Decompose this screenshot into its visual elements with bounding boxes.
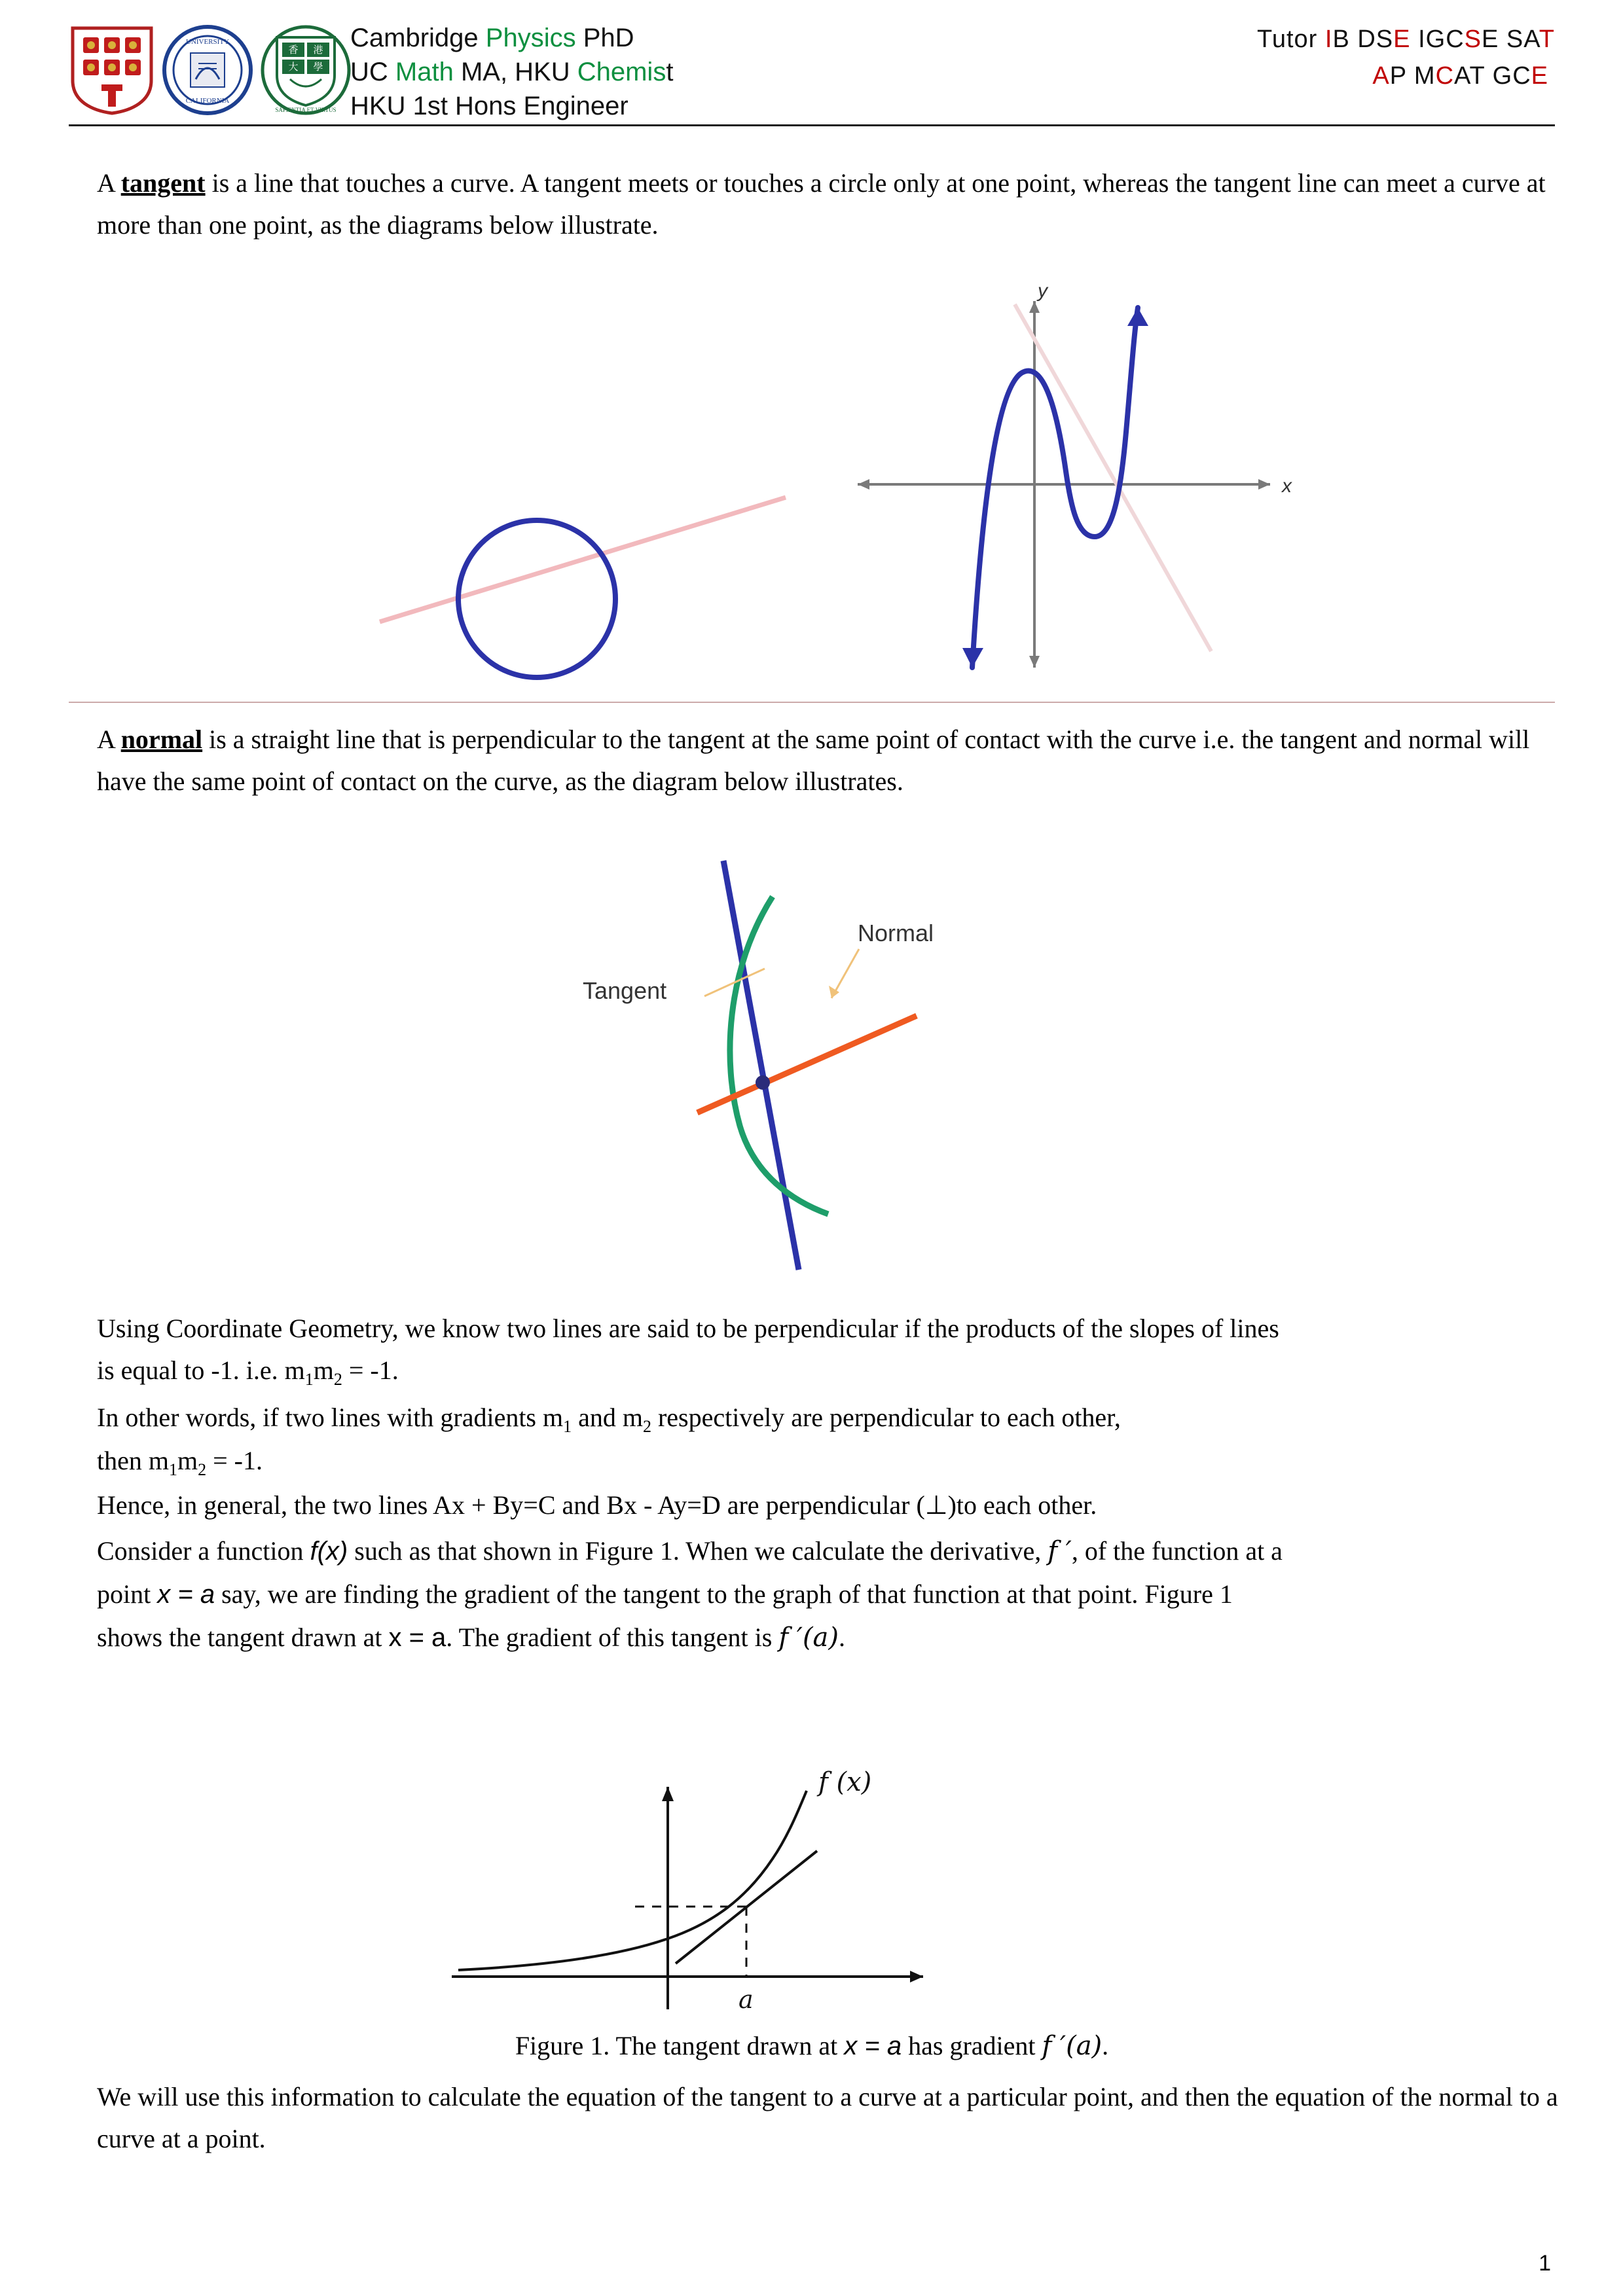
fig1-caption-xa: x = a [844,2032,902,2060]
para5-a: then m [97,1446,169,1475]
uc-seal [162,24,253,119]
para6-a: Hence, in general, the two lines Ax + By=C and Bx - Ay=D are perpendicular ( [97,1490,925,1520]
x-equals-a-inline-2: x = a [388,1623,447,1652]
paragraph-consider-function-line2 [97,1573,1557,1615]
para3-line1: Using Coordinate Geometry, we know two lines are said to be perpendicular if the products of the slopes of lines [97,1314,1279,1343]
para4-c: and m [572,1403,643,1432]
para4-sub2: 2 [642,1417,651,1436]
para8-text: We will use this information to calculate the equation of the tangent to a curve at a particular point, and then the equation of the normal to a curve at a point. [97,2082,1558,2153]
paragraph-consider-function-line1 [97,1530,1557,1572]
svg-text:CALIFORNIA: CALIFORNIA [185,96,230,105]
circle-with-tangent-line-diagram [367,458,812,694]
para7-line3b: . The gradient of this tangent is [446,1623,779,1652]
svg-text:SAPIENTIA ET VIRTUS: SAPIENTIA ET VIRTUS [275,106,337,113]
svg-text:a: a [739,1985,754,2014]
para4-sub1: 1 [563,1417,572,1436]
fig1-caption-c: . [1102,2031,1109,2060]
perpendicular-symbol: ⊥ [924,1490,948,1520]
header-line-1: Cambridge Physics PhD [350,24,634,52]
para3-line2a: is equal to -1. i.e. m [97,1355,305,1385]
para2-text: is a straight line that is perpendicular to the tangent at the same point of contact with the curve i.e. the tangent and normal will have the same point of contact on the curve, as the diagram below illustrates. [97,725,1530,796]
para3-line2c: m [313,1355,334,1385]
sub-1: 1 [304,1370,314,1389]
header-credentials [350,21,939,123]
f-prime-inline: f ′ [1048,1536,1072,1566]
header-subjects-line-1: Tutor IB DSE IGCSE SAT [1257,26,1555,53]
fig1-caption-a: Figure 1. The tangent drawn at [515,2031,845,2060]
svg-text:港: 港 [313,45,323,56]
para4-a: In other words, if two lines with gradients m [97,1403,564,1432]
para7-line1a: Consider a function [97,1536,310,1566]
cubic-curve-with-tangent-diagram [838,275,1309,694]
fig1-caption-b: has gradient [902,2031,1042,2060]
fx-inline: f(x) [310,1537,348,1566]
term-normal: normal [120,725,203,754]
header-subjects-line-2: AP MCAT GCE [1372,62,1548,90]
para7-line3a: shows the tangent drawn at [97,1623,389,1652]
term-tangent: tangent [120,168,206,198]
svg-text:香: 香 [288,45,299,56]
paragraph-normal-definition [97,719,1557,802]
sub-2: 2 [333,1370,342,1389]
para5-c: m [177,1446,198,1475]
paragraph-consider-function-line3 [97,1617,1557,1659]
crest-group [69,22,350,120]
header-subjects [966,21,1555,94]
para6-b: )to each other. [947,1490,1097,1520]
para7-line3c: . [839,1623,846,1652]
paragraph-product-slopes [97,1350,1557,1401]
fig1-caption-fa: f ′(a) [1042,2031,1103,2061]
tangent-normal-diagram [576,844,1139,1296]
para3-line2e: = -1. [342,1355,399,1385]
para7-line1b: such as that shown in Figure 1. When we calculate the derivative, [348,1536,1048,1566]
cambridge-crest [69,24,155,119]
svg-text:UNIVERSITY: UNIVERSITY [186,37,229,46]
svg-text:學: 學 [313,62,323,73]
x-equals-a-inline: x = a [157,1580,215,1609]
svg-text:大: 大 [288,62,299,73]
para7-line2b: say, we are finding the gradient of the tangent to the graph of that function at that point. Figure 1 [215,1579,1233,1609]
paragraph-tangent-definition [97,162,1557,246]
para4-e: respectively are perpendicular to each other, [651,1403,1121,1432]
paragraph-conclusion [97,2076,1563,2160]
para5-sub2: 2 [198,1460,207,1479]
page-number: 1 [1539,2251,1551,2276]
page-header [69,18,1555,130]
svg-text:x: x [1282,475,1292,497]
svg-text:Tangent: Tangent [583,977,667,1004]
paragraph-perpendicular-lines [97,1484,1557,1526]
section-divider [69,702,1555,703]
figure-1-tangent-at-a [419,1767,1008,2029]
svg-text:f (x): f (x) [818,1767,872,1797]
figure-1-caption [69,2026,1555,2066]
paragraph-then-m1m2 [97,1440,1557,1491]
svg-text:Normal: Normal [858,920,934,946]
para1-prefix: A [97,168,121,198]
paragraph-coordinate-geometry [97,1308,1557,1350]
para5-sub1: 1 [168,1460,177,1479]
f-prime-a-inline: f ′(a) [778,1623,839,1653]
hku-seal [260,24,352,119]
para7-line1c: , of the function at a [1071,1536,1283,1566]
para7-line2a: point [97,1579,158,1609]
svg-text:y: y [1038,280,1048,302]
para5-e: = -1. [206,1446,263,1475]
para1-text: is a line that touches a curve. A tangent meets or touches a circle only at one point, whereas the tangent line can meet a curve at more than one point, as the diagrams below illustrate. [97,168,1546,240]
header-line-2: UC Math MA, HKU Chemist [350,58,674,86]
para2-prefix: A [97,725,121,754]
header-divider [69,124,1555,126]
header-line-3: HKU 1st Hons Engineer [350,92,629,120]
